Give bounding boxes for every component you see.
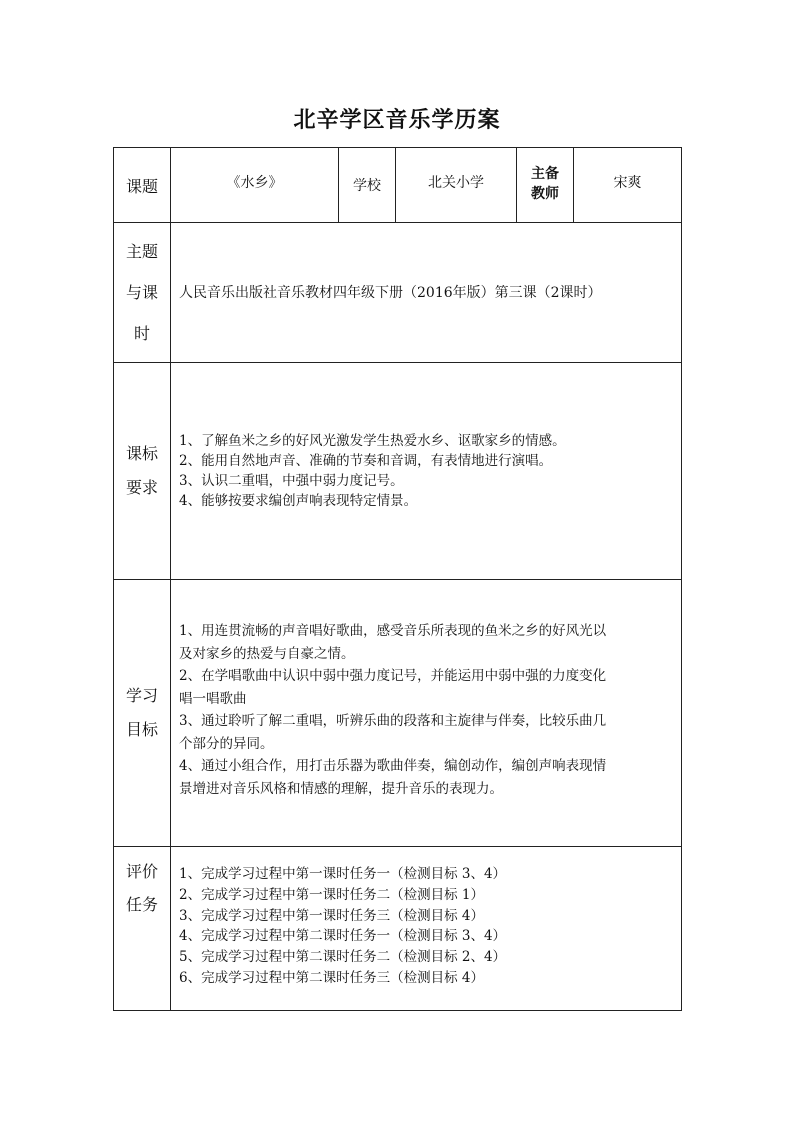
evaluation-item: 6、完成学习过程中第二课时任务三（检测目标 4）	[179, 969, 484, 986]
school-label: 学校	[339, 148, 396, 223]
evaluation-item: 2、完成学习过程中第一课时任务二（检测目标 1）	[179, 886, 484, 903]
standard-item: 2、能用自然地声音、准确的节奏和音调，有表情地进行演唱。	[179, 453, 553, 469]
objective-line: 4、通过小组合作，用打击乐器为歌曲伴奏，编创动作，编创声响表现情	[179, 758, 607, 774]
objectives-label: 学习 目标	[114, 580, 171, 847]
topic-row	[114, 223, 682, 363]
standard-item: 4、能够按要求编创声响表现特定情景。	[179, 493, 418, 509]
objective-line: 2、在学唱歌曲中认识中弱中强力度记号，并能运用中弱中强的力度变化	[179, 668, 607, 684]
topic-text: 人民音乐出版社音乐教材四年级下册（2016年版）第三课（2课时）	[171, 223, 682, 363]
objectives-row	[114, 580, 682, 847]
evaluation-label: 评价 任务	[114, 847, 171, 1011]
evaluation-item: 3、完成学习过程中第一课时任务三（检测目标 4）	[179, 907, 484, 924]
subject-label: 课题	[114, 148, 171, 223]
standard-item: 1、了解鱼米之乡的好风光激发学生热爱水乡、讴歌家乡的情感。	[179, 433, 566, 449]
objective-line: 个部分的异同。	[179, 735, 274, 752]
objective-line: 及对家乡的热爱与自豪之情。	[179, 645, 355, 662]
evaluation-content	[171, 847, 682, 1011]
objective-line: 唱一唱歌曲	[179, 690, 247, 707]
standards-content	[171, 363, 682, 580]
school-value: 北关小学	[396, 148, 517, 223]
standard-item: 3、认识二重唱，中强中弱力度记号。	[179, 473, 404, 489]
objective-line: 1、用连贯流畅的声音唱好歌曲，感受音乐所表现的鱼米之乡的好风光以	[179, 623, 607, 639]
document-title: 北辛学区音乐学历案	[293, 108, 501, 133]
lesson-plan-table	[113, 147, 682, 1011]
subject-value: 《水乡》	[171, 148, 339, 223]
objective-line: 景增进对音乐风格和情感的理解，提升音乐的表现力。	[179, 780, 503, 797]
evaluation-item: 4、完成学习过程中第二课时任务一（检测目标 3、4）	[179, 928, 507, 945]
teacher-value: 宋爽	[574, 148, 682, 223]
evaluation-item: 1、完成学习过程中第一课时任务一（检测目标 3、4）	[179, 866, 507, 882]
teacher-label: 主备 教师	[517, 148, 574, 223]
evaluation-row	[114, 847, 682, 1011]
standards-label: 课标 要求	[114, 363, 171, 580]
topic-label: 主题 与课 时	[114, 223, 171, 363]
standards-row	[114, 363, 682, 580]
evaluation-item: 5、完成学习过程中第二课时任务二（检测目标 2、4）	[179, 949, 507, 966]
objectives-content	[171, 580, 682, 847]
header-row	[114, 148, 682, 223]
objective-line: 3、通过聆听了解二重唱，听辨乐曲的段落和主旋律与伴奏，比较乐曲几	[179, 713, 607, 729]
